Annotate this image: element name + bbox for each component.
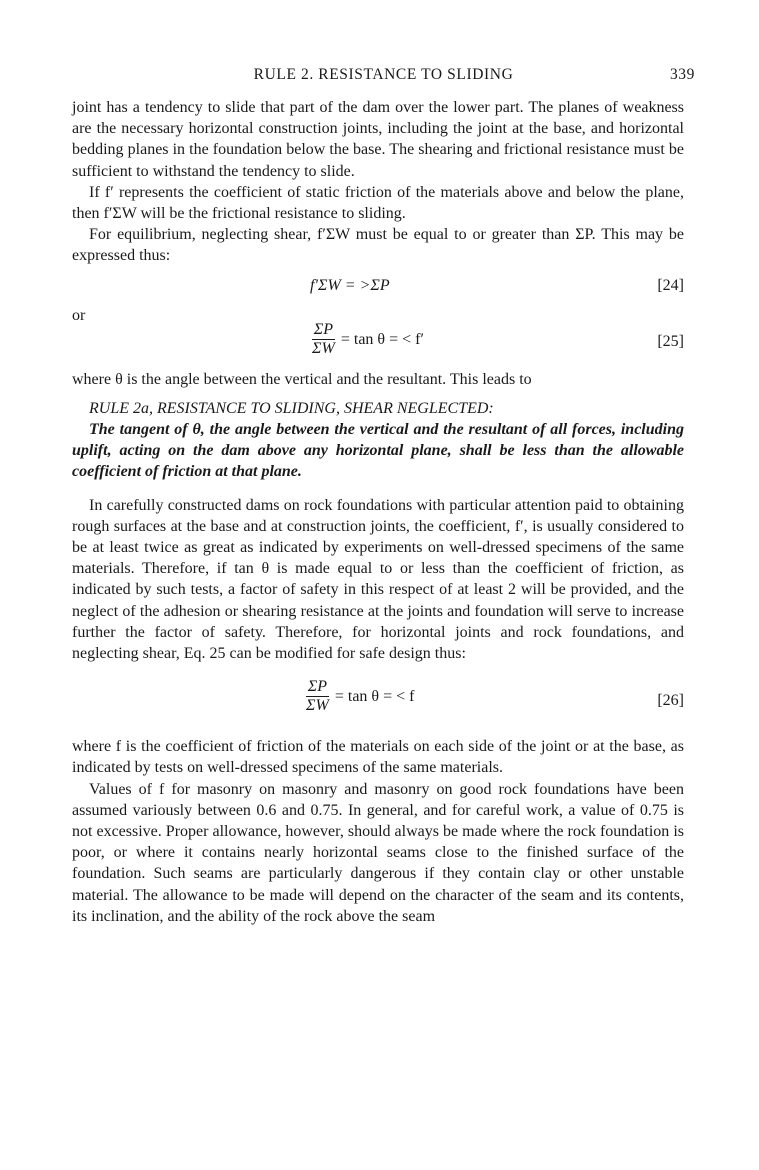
equation-number: [25] — [657, 332, 684, 350]
equation-body — [312, 321, 424, 358]
equation-number: [26] — [657, 692, 684, 710]
equation-number: [24] — [657, 276, 684, 294]
equation-25 — [72, 306, 684, 369]
paragraph: If f′ represents the coefficient of static friction of the materials above and below the plane, then f′ΣW will be the frictional resistance to sliding. — [72, 183, 684, 223]
paragraph: joint has a tendency to slide that part of the dam over the lower part. The planes of weakness are the necessary horizontal construction joints, including the joint at the base, and horizontal bedding planes in the foundation below the base. The shearing and frictional resistance must be sufficient to withstand the tendency to slide. — [72, 99, 684, 180]
rule-text: The tangent of θ, the angle between the vertical and the resultant of all forces, including uplift, acting on the dam above any horizontal plane, shall be less than the allowable coefficient of friction at that plane. — [72, 421, 684, 481]
page-header — [72, 66, 695, 88]
body-text — [72, 97, 684, 927]
running-title: RULE 2. RESISTANCE TO SLIDING — [253, 66, 514, 83]
fraction — [306, 678, 329, 715]
rule-heading: RULE 2a, RESISTANCE TO SLIDING, SHEAR NEGLECTED: — [89, 399, 494, 417]
equation-26 — [72, 664, 684, 736]
paragraph: where θ is the angle between the vertical and the resultant. This leads to — [72, 370, 532, 388]
or-label: or — [72, 306, 86, 324]
paragraph: For equilibrium, neglecting shear, f′ΣW must be equal to or greater than ΣP. This may be expressed thus: — [72, 226, 684, 265]
fraction — [312, 321, 335, 358]
equation-body: f′ΣW = >ΣP — [310, 276, 390, 294]
rule-block — [72, 398, 684, 483]
fraction-numerator: ΣP — [307, 678, 328, 696]
equation-24 — [72, 267, 684, 309]
paragraph: where f is the coefficient of friction of the materials on each side of the joint or at the base, as indicated by tests on well-dressed specimens of the same materials. — [72, 738, 684, 777]
page-number: 339 — [669, 66, 695, 83]
paragraph: In carefully constructed dams on rock foundations with particular attention paid to obtaining rough surfaces at the base and at construction joints, the coefficient, f′, is usually considered to be at least twice as great as indicated by experiments on well-dressed specimens of the same materials. Therefore, if tan θ is made equal to or less than the coefficient of friction, as indicated by such tests, a factor of safety in this respect of at least 2 will be provided, and the neglect of the adhesion or shearing resistance at the joints and foundation will serve to increase further the factor of safety. Therefore, for horizontal joints and rock foundations, and neglecting shear, Eq. 25 can be modified for safe design thus: — [72, 496, 684, 663]
fraction-numerator: ΣP — [313, 320, 334, 338]
fraction-denominator: ΣW — [312, 339, 335, 357]
equation-body — [306, 678, 414, 715]
equation-rest: = tan θ = < f — [334, 688, 415, 706]
equation-rest: = tan θ = < f′ — [340, 330, 424, 348]
paragraph: Values of f for masonry on masonry and masonry on good rock foundations have been assumed variously between 0.6 and 0.75. In general, and for careful work, a value of 0.75 is not excessive. Proper allowance, however, should always be made where the rock foundation is poor, or where it contains nearly horizontal seams close to the finished surface of the foundation. Such seams are particularly dangerous if they contain clay or other unstable material. The allowance to be made will depend on the character of the seam and its contents, its inclination, and the ability of the rock above the seam — [72, 780, 684, 925]
fraction-denominator: ΣW — [306, 697, 329, 715]
